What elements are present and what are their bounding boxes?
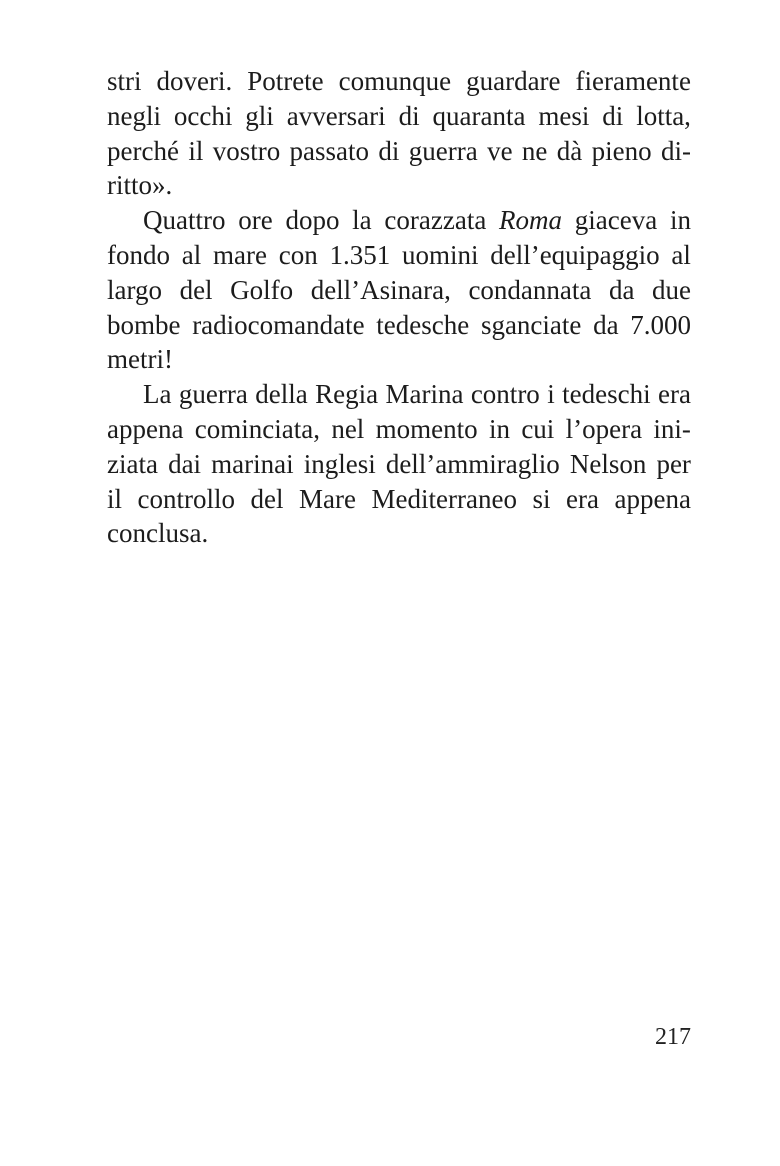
word: dopo	[285, 205, 340, 236]
body-text	[107, 64, 691, 551]
word: controllo	[137, 483, 236, 514]
word: in	[669, 205, 691, 236]
word: comunque	[338, 66, 452, 96]
word: contro	[470, 379, 540, 410]
word: Mediterraneo	[371, 483, 517, 514]
text-line	[107, 308, 691, 343]
text-line	[107, 273, 691, 308]
word: avversari	[286, 100, 386, 131]
word: Potrete	[247, 66, 324, 96]
word: di	[378, 135, 400, 166]
word: ritto».	[107, 170, 173, 201]
word: per	[656, 448, 691, 479]
word: Quattro	[143, 205, 226, 236]
word: dell’ammiraglio	[385, 448, 560, 479]
word: fondo	[107, 239, 170, 270]
word: Nelson	[569, 448, 647, 479]
word: Golfo	[230, 274, 294, 305]
word: dai	[168, 448, 202, 479]
word: l’opera	[565, 413, 643, 444]
text-line	[107, 64, 691, 99]
paragraph	[107, 203, 691, 377]
word: della	[255, 379, 308, 410]
word: pieno	[591, 135, 652, 166]
paragraph	[107, 64, 691, 203]
word: guerra	[178, 379, 248, 410]
word: largo	[107, 274, 162, 305]
word: ve	[487, 135, 513, 166]
word: quaranta	[432, 100, 526, 131]
word: cominciata,	[194, 413, 320, 444]
italic-word: Roma	[499, 205, 563, 236]
word: inglesi	[303, 448, 376, 479]
word: marinai	[211, 448, 294, 479]
text-line	[107, 168, 691, 203]
word: vostro	[212, 135, 281, 166]
word: cui	[521, 413, 555, 444]
page-number: 217	[655, 1024, 691, 1050]
word: da	[608, 274, 635, 305]
word: perché	[107, 135, 179, 166]
word: fieramente	[575, 66, 691, 96]
word: di	[602, 100, 624, 131]
text-line	[107, 342, 691, 377]
word: il	[107, 483, 123, 514]
word: del	[250, 483, 284, 514]
word: gli	[245, 100, 274, 131]
word: di-	[660, 135, 691, 166]
word: al	[181, 239, 202, 270]
word: metri!	[107, 344, 173, 375]
word: mare	[213, 239, 267, 270]
word: in	[488, 413, 510, 444]
word: era	[566, 483, 599, 514]
word: 1.351	[329, 239, 391, 270]
word: Mare	[299, 483, 357, 514]
word: giaceva	[574, 205, 658, 236]
word: 7.000	[630, 309, 691, 340]
text-line	[107, 412, 691, 447]
word: ne	[521, 135, 548, 166]
word: Regia	[315, 379, 379, 410]
text-line	[107, 134, 691, 169]
word: si	[532, 483, 551, 514]
word: con	[278, 239, 318, 270]
word: ziata	[107, 448, 158, 479]
text-line	[107, 238, 691, 273]
word: La	[143, 379, 172, 410]
word: mesi	[538, 100, 590, 131]
word: Marina	[385, 379, 464, 410]
word: dà	[556, 135, 583, 166]
word: dell’equipaggio	[490, 239, 660, 270]
text-line	[107, 203, 691, 238]
text-line	[107, 447, 691, 482]
word: stri	[107, 66, 142, 96]
word: i	[547, 379, 555, 410]
word: ini-	[653, 413, 691, 444]
word: negli	[107, 100, 161, 131]
word: momento	[375, 413, 478, 444]
word: tedeschi	[562, 379, 651, 410]
word: sganciate	[480, 309, 582, 340]
word: dell’Asinara,	[310, 274, 451, 305]
word: conclusa.	[107, 518, 209, 549]
word: occhi	[173, 100, 233, 131]
word: condannata	[468, 274, 592, 305]
word: appena	[107, 413, 184, 444]
word: di	[398, 100, 420, 131]
paragraph	[107, 377, 691, 551]
word: doveri.	[156, 66, 233, 96]
word: radiocomandate	[192, 309, 365, 340]
text-line	[107, 516, 691, 551]
word: il	[188, 135, 204, 166]
word: nel	[331, 413, 365, 444]
text-line	[107, 99, 691, 134]
word: uomini	[401, 239, 479, 270]
word: bombe	[107, 309, 181, 340]
word: passato	[289, 135, 370, 166]
word: la	[352, 205, 372, 236]
word: lotta,	[636, 100, 691, 131]
word: guerra	[408, 135, 478, 166]
word: due	[652, 274, 691, 305]
word: ore	[238, 205, 273, 236]
word: al	[671, 239, 691, 270]
text-line	[107, 482, 691, 517]
word: del	[179, 274, 213, 305]
word: da	[593, 309, 619, 340]
text-line	[107, 377, 691, 412]
word: era	[657, 379, 691, 410]
word: appena	[614, 483, 691, 514]
word: guardare	[466, 66, 561, 96]
word: corazzata	[384, 205, 487, 236]
word: tedesche	[376, 309, 470, 340]
